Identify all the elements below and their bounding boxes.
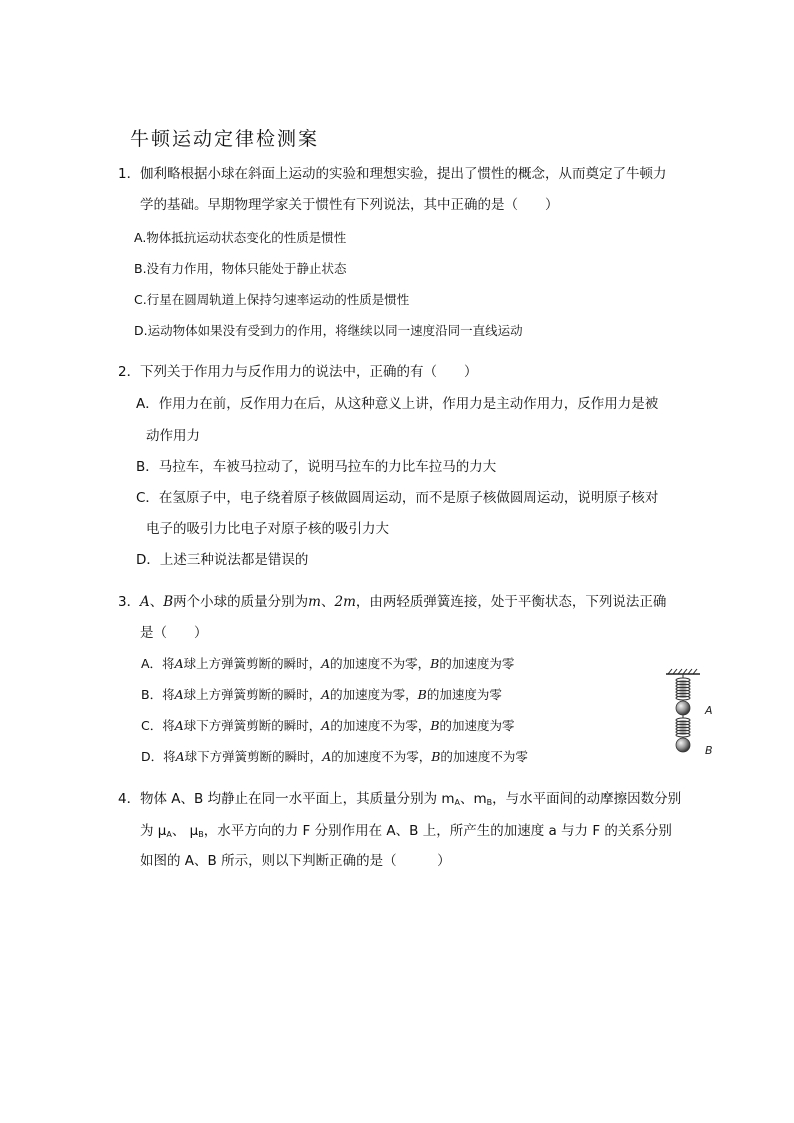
question-1-option-a: A.物体抵抗运动状态变化的性质是惯性 xyxy=(134,230,347,245)
question-number: 4． xyxy=(118,791,141,807)
question-3-option-b: B．将A球上方弹簧剪断的瞬时，A的加速度为零，B的加速度为零 xyxy=(141,687,502,702)
lower-spring xyxy=(676,715,690,739)
question-1-option-b: B.没有力作用，物体只能处于静止状态 xyxy=(134,261,347,276)
question-1-stem-line-2: 学的基础。早期物理学家关于惯性有下列说法，其中正确的是（ ） xyxy=(140,197,559,213)
question-4-stem-line-2: 为 $\mu_A$、 $\mu_B$，水平方向的力 F 分别作用在 A、B 上，所产生的加速度 a 与力 F 的关系分别 xyxy=(140,823,672,839)
question-3-option-d: D．将A球下方弹簧剪断的瞬时，A的加速度不为零，B的加速度不为零 xyxy=(141,749,528,764)
question-2-option-a-cont: 动作用力 xyxy=(146,428,200,444)
ball-b xyxy=(676,738,690,752)
question-3-stem-line-2: 是（ ） xyxy=(140,625,208,641)
question-1-stem-line-1: 1．伽利略根据小球在斜面上运动的实验和理想实验，提出了惯性的概念，从而奠定了牛顿力 xyxy=(118,166,667,182)
question-3-option-c: C．将A球下方弹簧剪断的瞬时，A的加速度不为零，B的加速度为零 xyxy=(141,718,515,733)
figure-label-a: A xyxy=(705,704,713,717)
question-2-option-d: D．上述三种说法都是错误的 xyxy=(136,552,309,568)
figure-label-b: B xyxy=(705,744,713,757)
question-2-stem: 2．下列关于作用力与反作用力的说法中，正确的有（ ） xyxy=(118,364,478,380)
question-4-stem-line-3: 如图的 A、B 所示，则以下判断正确的是（ ） xyxy=(140,853,451,869)
question-3-stem-line-1: 3．A、B两个小球的质量分别为m、2m，由两轻质弹簧连接，处于平衡状态，下列说法正确 xyxy=(118,594,667,610)
question-number: 3． xyxy=(118,594,141,610)
ceiling-support xyxy=(666,669,700,674)
question-3-option-a: A．将A球上方弹簧剪断的瞬时，A的加速度不为零，B的加速度为零 xyxy=(141,656,515,671)
question-1-option-d: D.运动物体如果没有受到力的作用，将继续以同一速度沿同一直线运动 xyxy=(134,323,523,338)
question-number: 1． xyxy=(118,166,141,182)
question-4-stem-line-1: 4．物体 A、B 均静止在同一水平面上，其质量分别为 $m_A$、$m_B$，与水平面间的动摩擦因数分别 xyxy=(118,791,682,807)
page-title: 牛顿运动定律检测案 xyxy=(130,128,320,150)
question-1-option-c: C.行星在圆周轨道上保持匀速率运动的性质是惯性 xyxy=(134,292,410,307)
question-2-option-c: C．在氢原子中，电子绕着原子核做圆周运动，而不是原子核做圆周运动，说明原子核对 xyxy=(136,490,659,506)
ball-a xyxy=(676,701,690,715)
question-2-option-b: B．马拉车，车被马拉动了，说明马拉车的力比车拉马的力大 xyxy=(136,459,497,475)
question-2-option-a: A．作用力在前，反作用力在后，从这种意义上讲，作用力是主动作用力，反作用力是被 xyxy=(136,396,659,412)
question-2-option-c-cont: 电子的吸引力比电子对原子核的吸引力大 xyxy=(146,521,389,537)
upper-spring xyxy=(676,674,690,702)
question-number: 2． xyxy=(118,364,141,380)
